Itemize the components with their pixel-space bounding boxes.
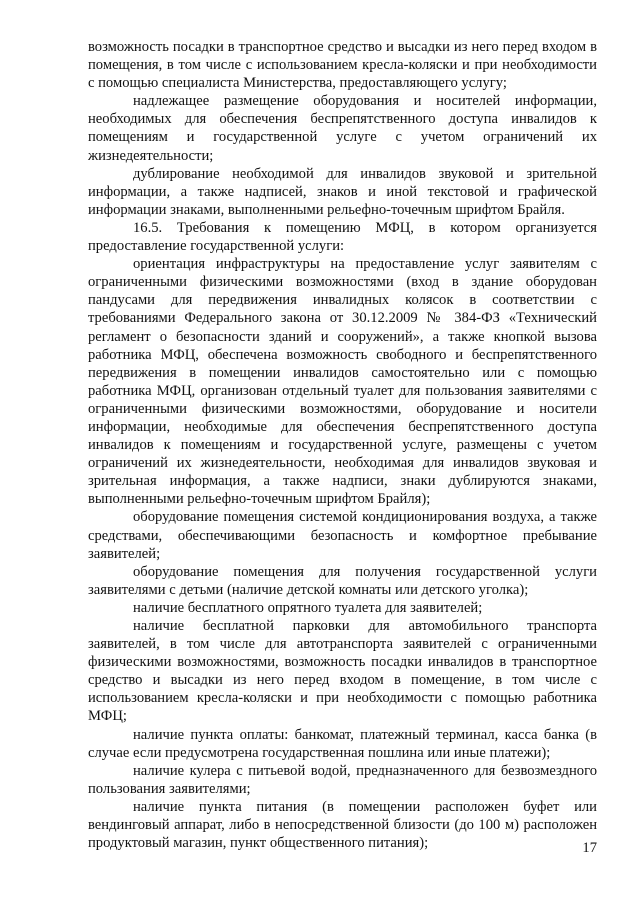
- paragraph-4: 16.5. Требования к помещению МФЦ, в котором организуется предоставление государственной услуги:: [88, 219, 597, 255]
- paragraph-6: оборудование помещения системой кондиционирования воздуха, а также средствами, обеспечивающими безопасность и комфортное пребывание заявителей;: [88, 509, 597, 562]
- paragraph-3: дублирование необходимой для инвалидов звуковой и зрительной информации, а также надписей, знаков и иной текстовой и графической информации знаками, выполненными рельефно-точечным шрифтом Брайля.: [88, 165, 597, 218]
- page-number: 17: [582, 840, 597, 856]
- paragraph-10: наличие пункта оплаты: банкомат, платежный терминал, касса банка (в случае если предусмотрена государственная пошлина или иные платежи);: [88, 726, 597, 761]
- paragraph-8: наличие бесплатного опрятного туалета для заявителей;: [133, 599, 483, 616]
- document-body: [88, 38, 597, 852]
- paragraph-12: наличие пункта питания (в помещении расположен буфет или вендинговый аппарат, либо в непосредственной близости (до 100 м) расположен продуктовый магазин, пункт общественного питания);: [88, 798, 597, 852]
- paragraph-9: наличие бесплатной парковки для автомобильного транспорта заявителей, в том числе для автотранспорта заявителей с ограниченными физическими возможностями, возможность посадки инвалидов в транспортное средство и высадки из него перед входом в помещение, в том числе с использованием кресла-коляски и при необходимости с помощью работника МФЦ;: [88, 618, 597, 725]
- paragraph-7: оборудование помещения для получения государственной услуги заявителями с детьми (наличие детской комнаты или детского уголка);: [88, 563, 597, 598]
- paragraph-2: надлежащее размещение оборудования и носителей информации, необходимых для обеспечения беспрепятственного доступа инвалидов к помещениям и государственной услуге с учетом ограничений их жизнедеятельности;: [88, 93, 597, 164]
- paragraph-1: возможность посадки в транспортное средство и высадки из него перед входом в помещения, в том числе с использованием кресла-коляски и при необходимости с помощью специалиста Министерства, предоставляющего услугу;: [88, 39, 597, 92]
- paragraph-11: наличие кулера с питьевой водой, предназначенного для безвозмездного пользования заявителями;: [88, 762, 597, 797]
- paragraph-5: ориентация инфраструктуры на предоставление услуг заявителям с ограниченными физическими возможностями (вход в здание оборудован пандусами для передвижения инвалидных колясок в соответствии с требованиями Федерального закона от 30.12.2009 № 384-ФЗ «Технический регламент о безопасности зданий и сооружений», а также кнопкой вызова работника МФЦ, обеспечена возможность свободного и беспрепятственного передвижения в помещении инвалидов самостоятельно или с помощью работника МФЦ, организован отдельный туалет для пользования заявителями с ограниченными физическими возможностями, оборудование и носители информации, необходимые для обеспечения беспрепятственного доступа инвалидов к помещениям и государственной услуге, размещены с учетом ограничений их жизнедеятельности, необходимая для инвалидов звуковая и зрительная информация, а также надписи, знаки дублируются знаками, выполненными рельефно-точечным шрифтом Брайля);: [88, 256, 597, 508]
